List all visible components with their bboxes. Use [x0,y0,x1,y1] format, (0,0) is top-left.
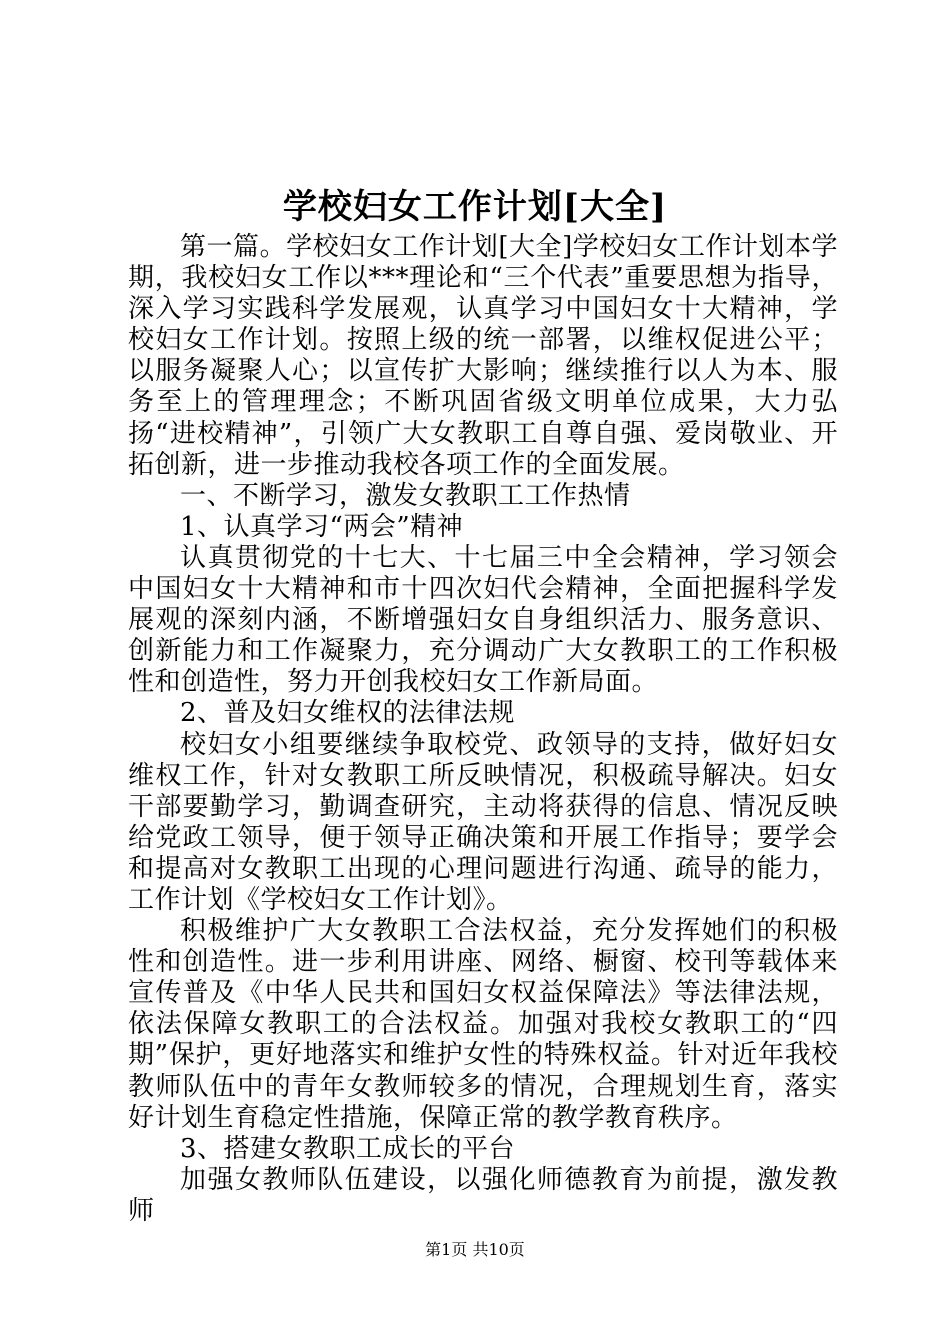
paragraph-study: 认真贯彻党的十七大、十七届三中全会精神，学习领会中国妇女十大精神和市十四次妇代会精神，全面把握科学发展观的深刻内涵，不断增强妇女自身组织活力、服务意识、创新能力和工作凝聚力，充分调动广大女教职工的工作积极性和创造性，努力开创我校妇女工作新局面。 [128,542,838,698]
paragraph-team-building: 加强女教师队伍建设，以强化师德教育为前提，激发教师 [128,1164,838,1226]
subsection-heading-1: 1、认真学习“两会”精神 [180,511,464,542]
paragraph-intro: 第一篇。学校妇女工作计划[大全]学校妇女工作计划本学期，我校妇女工作以***理论和“三个代表”重要思想为指导，深入学习实践科学发展观，认真学习中国妇女十大精神，学校妇女工作计划。按照上级的统一部署，以维权促进公平；以服务凝聚人心；以宣传扩大影响；继续推行以人为本、服务至上的管理理念；不断巩固省级文明单位成果，大力弘扬“进校精神”，引领广大女教职工自尊自强、爱岗敬业、开拓创新，进一步推动我校各项工作的全面发展。 [128,232,838,480]
section-heading-1: 一、不断学习，激发女教职工工作热情 [180,480,631,511]
subsection-heading-3: 3、搭建女教职工成长的平台 [180,1133,516,1164]
page-footer: 第1页 共10页 [425,1240,525,1259]
document-body [128,232,838,1227]
document-title: 学校妇女工作计划[大全] [282,187,668,227]
paragraph-rights-protection: 积极维护广大女教职工合法权益，充分发挥她们的积极性和创造性。进一步利用讲座、网络、橱窗、校刊等载体来宣传普及《中华人民共和国妇女权益保障法》等法律法规，依法保障女教职工的合法权益。加强对我校女教职工的“四期”保护，更好地落实和维护女性的特殊权益。针对近年我校教师队伍中的青年女教师较多的情况，合理规划生育，落实好计划生育稳定性措施，保障正常的教学教育秩序。 [128,916,838,1133]
paragraph-rights-support: 校妇女小组要继续争取校党、政领导的支持，做好妇女维权工作，针对女教职工所反映情况，积极疏导解决。妇女干部要勤学习，勤调查研究，主动将获得的信息、情况反映给党政工领导，便于领导正确决策和开展工作指导；要学会和提高对女教职工出现的心理问题进行沟通、疏导的能力，工作计划《学校妇女工作计划》。 [128,729,838,915]
subsection-heading-2: 2、普及妇女维权的法律法规 [180,698,516,729]
